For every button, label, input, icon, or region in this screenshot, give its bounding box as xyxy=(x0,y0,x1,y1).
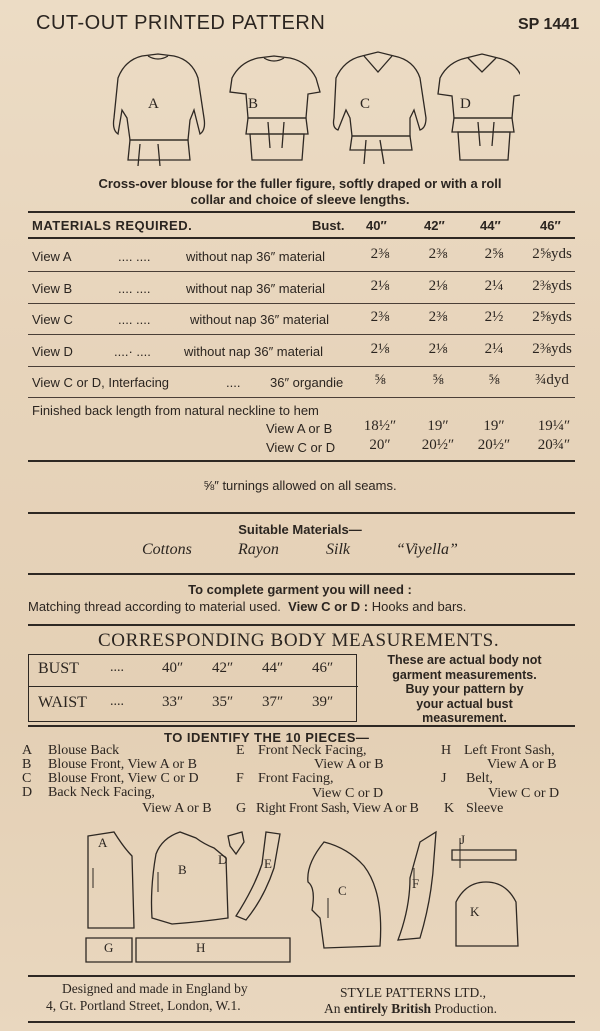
material-value: 2⅝ xyxy=(484,246,504,262)
material-value: 2¼ xyxy=(484,278,504,294)
material-row-desc: without nap 36″ material xyxy=(186,249,326,264)
body-note xyxy=(362,653,567,726)
back-length-value: 20¾″ xyxy=(537,437,571,453)
divider xyxy=(28,211,575,213)
description-line-1: Cross-over blouse for the fuller figure, softly draped or with a roll xyxy=(98,176,502,191)
piece-text: Right Front Sash, View A or B xyxy=(256,801,419,816)
material-value: 2½ xyxy=(484,309,504,325)
piece-letter: J xyxy=(441,771,447,786)
body-measurements-heading: CORRESPONDING BODY MEASUREMENTS. xyxy=(98,630,500,651)
piece-letter: B xyxy=(22,757,32,772)
piece-text: View A or B xyxy=(142,801,212,816)
piece-j-shape xyxy=(452,850,516,860)
view-letter-b: B xyxy=(248,96,259,112)
divider xyxy=(28,686,358,687)
material-row-desc: 36″ organdie xyxy=(270,375,344,390)
back-length-row-label: View C or D xyxy=(266,440,336,455)
material-row-view: View A xyxy=(32,249,72,264)
piece-a-shape xyxy=(88,832,134,928)
back-length-value: 19″ xyxy=(483,418,505,434)
diagram-label-k: K xyxy=(470,904,480,919)
complete-extra-label: View C or D : xyxy=(288,599,369,614)
piece-k-shape xyxy=(456,882,518,946)
footer-company: STYLE PATTERNS LTD., xyxy=(340,985,487,1000)
material-value: 2¼ xyxy=(484,341,504,357)
piece-letter: F xyxy=(236,771,244,786)
size-46: 46″ xyxy=(540,218,561,233)
material-value: 2⅜ xyxy=(428,309,448,325)
material-value: ¾dyd xyxy=(535,372,569,388)
piece-text: Blouse Back xyxy=(48,743,120,758)
material-value: 2⅜yds xyxy=(532,341,572,357)
material-row-desc: without nap 36″ material xyxy=(186,281,326,296)
piece-text: Blouse Front, View A or B xyxy=(48,757,198,772)
piece-text: View A or B xyxy=(487,757,557,772)
footer-production xyxy=(324,1001,497,1017)
back-length-label: Finished back length from natural neckline to hem xyxy=(32,403,319,418)
body-row-label: WAIST xyxy=(38,694,87,711)
body-value: 33″ xyxy=(162,694,184,710)
divider xyxy=(28,334,575,335)
view-b-sketch xyxy=(230,56,320,160)
suitable-item: “Viyella” xyxy=(396,541,458,558)
view-a-sketch xyxy=(114,54,205,166)
divider xyxy=(28,624,575,626)
piece-letter: A xyxy=(22,743,33,758)
material-row-dots: .... .... xyxy=(118,249,151,264)
diagram-label-f: F xyxy=(412,876,420,891)
size-42: 42″ xyxy=(424,218,445,233)
piece-text: View C or D xyxy=(488,786,560,801)
view-letter-d: D xyxy=(460,96,471,112)
size-44: 44″ xyxy=(480,218,501,233)
piece-text: Front Neck Facing, xyxy=(258,743,367,758)
material-row-dots: .... .... xyxy=(118,312,151,327)
diagram-label-b: B xyxy=(178,862,187,877)
divider xyxy=(28,397,575,398)
complete-extra-text: Hooks and bars. xyxy=(371,599,467,614)
pattern-pieces-diagram xyxy=(80,828,525,968)
piece-text: Left Front Sash, xyxy=(464,743,555,758)
back-length-value: 19¼″ xyxy=(537,418,571,434)
divider xyxy=(28,237,575,239)
size-40: 40″ xyxy=(366,218,387,233)
header-title: CUT-OUT PRINTED PATTERN xyxy=(36,12,326,34)
materials-heading: MATERIALS REQUIRED. xyxy=(32,218,193,233)
piece-text: View A or B xyxy=(314,757,384,772)
piece-text: View C or D xyxy=(312,786,384,801)
diagram-label-e: E xyxy=(264,856,272,871)
suitable-item: Cottons xyxy=(142,541,192,558)
body-value: 42″ xyxy=(212,660,234,676)
diagram-label-d: D xyxy=(218,852,228,867)
back-length-value: 18½″ xyxy=(363,418,397,434)
view-letter-a: A xyxy=(148,96,159,112)
piece-text: Sleeve xyxy=(466,801,504,816)
body-row-label: BUST xyxy=(38,660,79,677)
view-letter-c: C xyxy=(360,96,371,112)
divider xyxy=(28,271,575,272)
material-value: 2⅜ xyxy=(428,246,448,262)
body-value: 46″ xyxy=(312,660,334,676)
complete-line xyxy=(28,599,466,614)
material-row-view: View B xyxy=(32,281,73,296)
piece-letter: K xyxy=(444,801,455,816)
diagram-label-g: G xyxy=(104,940,114,955)
material-row-view: View D xyxy=(32,344,73,359)
back-length-value: 19″ xyxy=(427,418,449,434)
body-value: 44″ xyxy=(262,660,284,676)
material-value: 2⅛ xyxy=(428,278,448,294)
piece-letter: C xyxy=(22,771,32,786)
suitable-item: Silk xyxy=(326,541,350,558)
diagram-label-c: C xyxy=(338,883,347,898)
material-value: ⅝ xyxy=(488,372,500,388)
view-c-sketch xyxy=(334,52,427,164)
back-length-value: 20½″ xyxy=(477,437,511,453)
suitable-heading: Suitable Materials— xyxy=(238,522,362,537)
material-value: 2⅛ xyxy=(370,278,390,294)
material-row-view: View C or D, Interfacing xyxy=(32,375,170,390)
body-note-line: garment measurements. xyxy=(392,667,537,682)
material-value: 2⅛ xyxy=(370,341,390,357)
pieces-heading: TO IDENTIFY THE 10 PIECES— xyxy=(164,730,370,745)
back-length-value: 20″ xyxy=(369,437,391,453)
footer-production-prefix: An xyxy=(324,1001,341,1016)
back-length-value: 20½″ xyxy=(421,437,455,453)
piece-letter: G xyxy=(236,801,247,816)
material-value: ⅝ xyxy=(432,372,444,388)
body-value: 35″ xyxy=(212,694,234,710)
material-row-dots: ....· .... xyxy=(114,344,151,359)
back-length-row-label: View A or B xyxy=(266,421,333,436)
pattern-code: SP 1441 xyxy=(518,16,580,33)
material-value: 2⅝yds xyxy=(532,309,572,325)
piece-letter: E xyxy=(236,743,245,758)
body-value: 40″ xyxy=(162,660,184,676)
material-value: 2⅜ xyxy=(370,309,390,325)
material-value: 2⅜yds xyxy=(532,278,572,294)
description-line-2: collar and choice of sleeve lengths. xyxy=(190,192,410,207)
body-note-line: Buy your pattern by xyxy=(405,682,524,696)
material-value: 2⅝yds xyxy=(532,246,572,262)
diagram-label-h: H xyxy=(196,940,206,955)
piece-h-shape xyxy=(136,938,290,962)
diagram-label-a: A xyxy=(98,835,108,850)
footer-left-line-2: 4, Gt. Portland Street, London, W.1. xyxy=(46,998,241,1013)
material-value: ⅝ xyxy=(374,372,386,388)
divider xyxy=(28,573,575,575)
piece-text: Back Neck Facing, xyxy=(48,785,155,800)
footer-production-suffix: Production. xyxy=(434,1001,497,1016)
garment-views-illustration xyxy=(100,48,520,168)
material-value: 2⅜ xyxy=(370,246,390,262)
divider xyxy=(28,1021,575,1023)
divider xyxy=(28,975,575,977)
diagram-label-j: J xyxy=(460,832,466,847)
material-row-dots: .... xyxy=(226,375,241,390)
material-value: 2⅛ xyxy=(428,341,448,357)
complete-heading: To complete garment you will need : xyxy=(188,582,412,597)
body-note-line: your actual bust xyxy=(416,696,513,711)
complete-text: Matching thread according to material used. xyxy=(28,599,281,614)
divider xyxy=(28,303,575,304)
body-value: 39″ xyxy=(312,694,334,710)
piece-text: Belt, xyxy=(466,771,493,786)
piece-text: Blouse Front, View C or D xyxy=(48,771,199,786)
divider xyxy=(28,512,575,514)
body-row-dots: .... xyxy=(110,694,124,709)
body-note-line: These are actual body not xyxy=(387,653,542,667)
material-row-view: View C xyxy=(32,312,73,327)
bust-label: Bust. xyxy=(312,218,345,233)
material-row-desc: without nap 36″ material xyxy=(190,312,330,327)
material-row-desc: without nap 36″ material xyxy=(184,344,324,359)
suitable-item: Rayon xyxy=(238,541,279,558)
body-row-dots: .... xyxy=(110,660,124,675)
footer-left-line-1: Designed and made in England by xyxy=(62,981,248,996)
piece-text: Front Facing, xyxy=(258,771,334,786)
turnings-note: ⅝″ turnings allowed on all seams. xyxy=(203,478,397,493)
piece-d-shape xyxy=(228,832,244,854)
material-row-dots: .... .... xyxy=(118,281,151,296)
piece-b-shape xyxy=(152,832,229,924)
footer-production-bold: entirely British xyxy=(343,1001,431,1016)
piece-letter: H xyxy=(441,743,452,758)
body-value: 37″ xyxy=(262,694,284,710)
body-note-line: measurement. xyxy=(422,711,507,725)
piece-letter: D xyxy=(22,785,33,800)
divider xyxy=(28,366,575,367)
divider xyxy=(28,460,575,462)
divider xyxy=(28,725,575,727)
view-d-sketch xyxy=(438,54,520,160)
